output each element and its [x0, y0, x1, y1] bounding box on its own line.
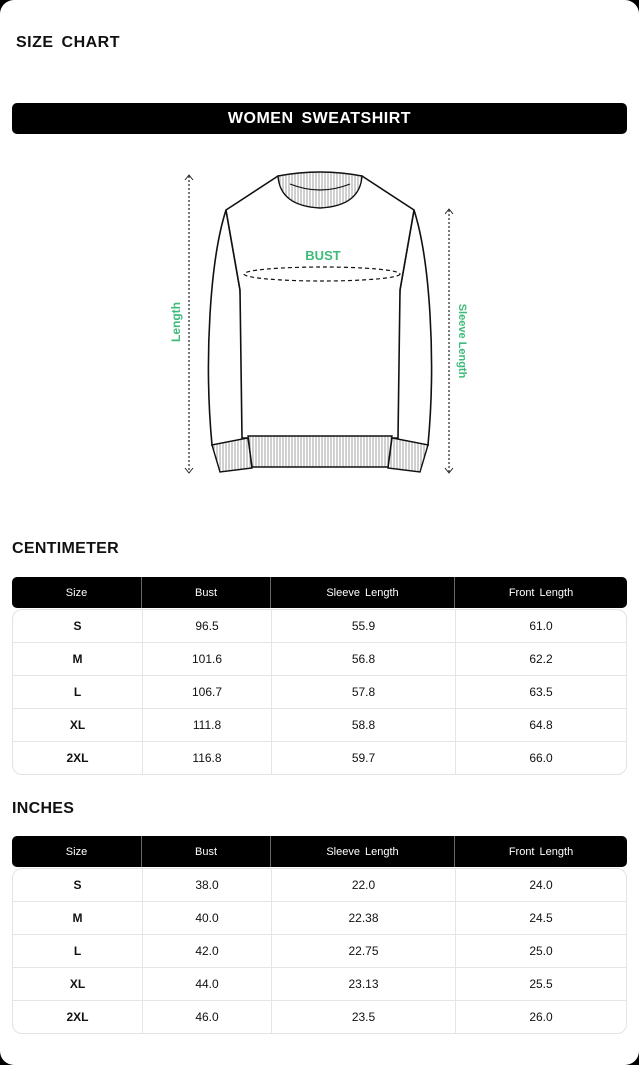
table-header — [12, 577, 627, 608]
table-row — [13, 676, 626, 709]
sleeve-length-cell: 22.38 — [272, 902, 456, 934]
bust-cell: 96.5 — [143, 610, 272, 642]
column-header: Size — [12, 836, 142, 867]
size-cell: XL — [13, 709, 143, 741]
table-row — [13, 742, 626, 774]
table-row — [13, 709, 626, 742]
sleeve-length-cell: 59.7 — [272, 742, 456, 774]
size-cell: L — [13, 935, 143, 967]
sleeve-length-cell: 55.9 — [272, 610, 456, 642]
bust-cell: 40.0 — [143, 902, 272, 934]
product-banner: WOMEN SWEATSHIRT — [12, 103, 627, 134]
size-cell: S — [13, 869, 143, 901]
table-body — [12, 609, 627, 775]
table-body — [12, 868, 627, 1034]
table-row — [13, 1001, 626, 1033]
bust-cell: 111.8 — [143, 709, 272, 741]
table-row — [13, 935, 626, 968]
table-row — [13, 902, 626, 935]
front-length-cell: 25.5 — [529, 977, 553, 991]
front-length-cell: 61.0 — [529, 619, 553, 633]
size-cell: S — [13, 610, 143, 642]
sleeve-length-arrow-icon — [445, 209, 453, 473]
table-row — [13, 610, 626, 643]
sweatshirt-illustration — [160, 160, 480, 490]
bust-label: BUST — [305, 248, 341, 263]
sleeve-length-cell: 22.0 — [272, 869, 456, 901]
column-header: Bust — [142, 577, 271, 608]
table-header — [12, 836, 627, 867]
centimeter-section-title: CENTIMETER — [12, 540, 119, 557]
bust-cell: 106.7 — [143, 676, 272, 708]
inches-section-title: INCHES — [12, 800, 75, 817]
bust-cell: 44.0 — [143, 968, 272, 1000]
front-length-cell: 26.0 — [529, 1010, 553, 1024]
size-cell: XL — [13, 968, 143, 1000]
column-header: Sleeve Length — [271, 836, 455, 867]
sleeve-length-cell: 56.8 — [272, 643, 456, 675]
column-header: Bust — [142, 836, 271, 867]
bust-cell: 46.0 — [143, 1001, 272, 1033]
sleeve-length-cell: 57.8 — [272, 676, 456, 708]
centimeter-table — [12, 577, 627, 775]
page-title: SIZE CHART — [16, 34, 120, 51]
size-cell: 2XL — [13, 742, 143, 774]
size-cell: 2XL — [13, 1001, 143, 1033]
sleeve-length-cell: 23.5 — [272, 1001, 456, 1033]
inches-table — [12, 836, 627, 1034]
table-row — [13, 643, 626, 676]
length-label: Length — [169, 302, 183, 342]
table-row — [13, 869, 626, 902]
bust-cell: 42.0 — [143, 935, 272, 967]
column-header: Front Length — [508, 586, 574, 599]
column-header: Size — [12, 577, 142, 608]
length-arrow-icon — [185, 175, 193, 473]
sleeve-length-cell: 22.75 — [272, 935, 456, 967]
size-cell: M — [13, 643, 143, 675]
bust-cell: 116.8 — [143, 742, 272, 774]
front-length-cell: 62.2 — [529, 652, 553, 666]
column-header: Front Length — [508, 845, 574, 858]
bust-cell: 38.0 — [143, 869, 272, 901]
size-cell: L — [13, 676, 143, 708]
sleeve-length-label: Sleeve Length — [456, 303, 468, 379]
front-length-cell: 64.8 — [529, 718, 553, 732]
table-row — [13, 968, 626, 1001]
front-length-cell: 25.0 — [529, 944, 553, 958]
size-cell: M — [13, 902, 143, 934]
front-length-cell: 66.0 — [529, 751, 553, 765]
bust-cell: 101.6 — [143, 643, 272, 675]
column-header: Sleeve Length — [271, 577, 455, 608]
front-length-cell: 24.0 — [529, 878, 553, 892]
sleeve-length-cell: 23.13 — [272, 968, 456, 1000]
front-length-cell: 24.5 — [529, 911, 553, 925]
sleeve-length-cell: 58.8 — [272, 709, 456, 741]
front-length-cell: 63.5 — [529, 685, 553, 699]
